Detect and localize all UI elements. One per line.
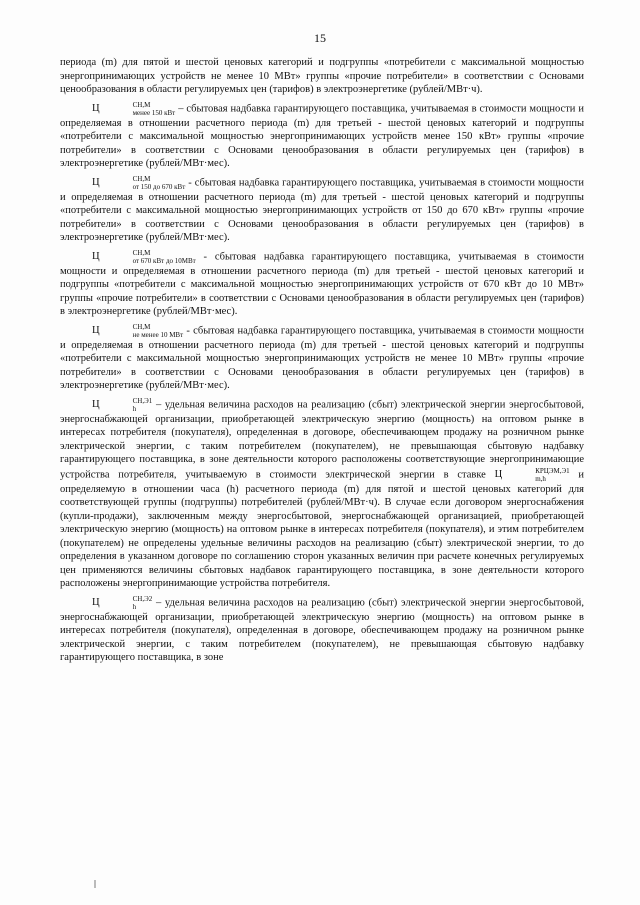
definition-paragraph-2: Ц СН,М от 150 до 670 кВт - сбытовая надбавка гарантирующего поставщика, учитываемая в стоимости мощности и определяемая в отношении расчетного периода (m) для третьей - шестой ценовых категорий и подгруппы «потребители с максимальной мощностью энергопринимающих устройств от 150 до 670 кВт» группы «прочие потребители» в соответствии с Основами ценообразования в области регулируемых цен (тарифов) в электроэнергетике (рублей/МВт·мес). <box>60 174 584 243</box>
intro-paragraph: периода (m) для пятой и шестой ценовых категорий и подгруппы «потребители с максимальной мощностью энергопринимающих устройств не менее 10 МВт» группы «прочие потребители» в соответствии с Основами ценообразования в области регулируемых цен (тарифов) в электроэнергетике (рублей/МВт·ч). <box>60 57 584 95</box>
definition-paragraph-6: Ц СН,Э2 h – удельная величина расходов на реализацию (сбыт) электрической энергии энергосбытовой, энергоснабжающей организации, приобретающей электрическую энергию (мощность) на оптовом рынке в интересах потребителя (покупателя), определенная в договоре, обеспечивающем продажу на розничном рынке электрической энергии, с таким потребителем (покупателем), не превышающая сбытовую надбавку гарантирующего поставщика, в зоне <box>60 594 584 663</box>
formula-symbol: Ц СН,М менее 150 кВт <box>92 100 176 117</box>
document-body <box>60 56 584 669</box>
formula-symbol: Ц СН,М не менее 10 МВт <box>92 322 184 339</box>
definition-paragraph-4: Ц СН,М не менее 10 МВт - сбытовая надбавка гарантирующего поставщика, учитываемая в стоимости мощности и определяемая в отношении расчетного периода (m) для третьей - шестой ценовых категорий и подгруппы «потребители с максимальной мощностью энергопринимающих устройств не менее 10 МВт» группы «прочие потребители» в соответствии с Основами ценообразования в области регулируемых цен (тарифов) в электроэнергетике (рублей/МВт·мес). <box>60 322 584 391</box>
page-number: 15 <box>314 31 326 45</box>
formula-symbol: Ц СН,Э2 h <box>92 594 153 611</box>
definition-paragraph-5: Ц СН,Э1 h – удельная величина расходов на реализацию (сбыт) электрической энергии энергосбытовой, энергоснабжающей организации, приобретающей электрическую энергию (мощность) на оптовом рынке в интересах потребителя (покупателя), определенная в договоре, обеспечивающем продажу на розничном рынке электрической энергии, с таким потребителем (покупателем), не превышающая сбытовую надбавку гарантирующего поставщика, в зоне деятельности которого расположены соответствующие энергопринимающие устройства потребителя, учитываемую в стоимости электрической энергии в ставке Ц КРЦЭМ,Э1 m,h и определяемую в отношении часа (h) расчетного периода (m) для пятой и шестой ценовых категорий для соответствующей группы (подгруппы) потребителей (рублей/МВт·ч). В случае если договором энергоснабжения (купли-продажи), заключенным между энергосбытовой, энергоснабжающей организацией, приобретающей электрическую энергию (мощность) на оптовом рынке в интересах потребителя (покупателя), и этим потребителем (покупателем) не определены удельные величины расходов на реализацию (сбыт) электрической энергии, то до определения в указанном договоре по соглашению сторон указанных величин при расчете конечных регулируемых цен применяются величины сбытовых надбавок гарантирующего поставщика, в зоне деятельности которого расположены энергопринимающие устройства потребителя. <box>60 396 584 589</box>
scan-artifact <box>94 880 96 888</box>
definition-paragraph-1: Ц СН,М менее 150 кВт – сбытовая надбавка гарантирующего поставщика, учитываемая в стоимости мощности и определяемая в отношении расчетного периода (m) для третьей - шестой ценовых категорий и подгруппы «потребители с максимальной мощностью энергопринимающих устройств менее 150 кВт» группы «прочие потребители» в соответствии с Основами ценообразования в области регулируемых цен (тарифов) в электроэнергетике (рублей/МВт·мес). <box>60 100 584 169</box>
formula-symbol: Ц СН,М от 670 кВт до 10МВт <box>92 248 196 265</box>
formula-symbol: Ц СН,Э1 h <box>92 396 153 413</box>
formula-symbol: Ц СН,М от 150 до 670 кВт <box>92 174 186 191</box>
inline-formula-symbol: Ц КРЦЭМ,Э1 m,h <box>494 466 570 483</box>
definition-paragraph-3: Ц СН,М от 670 кВт до 10МВт - сбытовая надбавка гарантирующего поставщика, учитываемая в стоимости мощности и определяемая в отношении расчетного периода (m) для третьей - шестой ценовых категорий и подгруппы «потребители с максимальной мощностью энергопринимающих устройств от 670 кВт до 10 МВт» группы «прочие потребители» в соответствии с Основами ценообразования в области регулируемых цен (тарифов) в электроэнергетике (рублей/МВт·мес). <box>60 248 584 317</box>
